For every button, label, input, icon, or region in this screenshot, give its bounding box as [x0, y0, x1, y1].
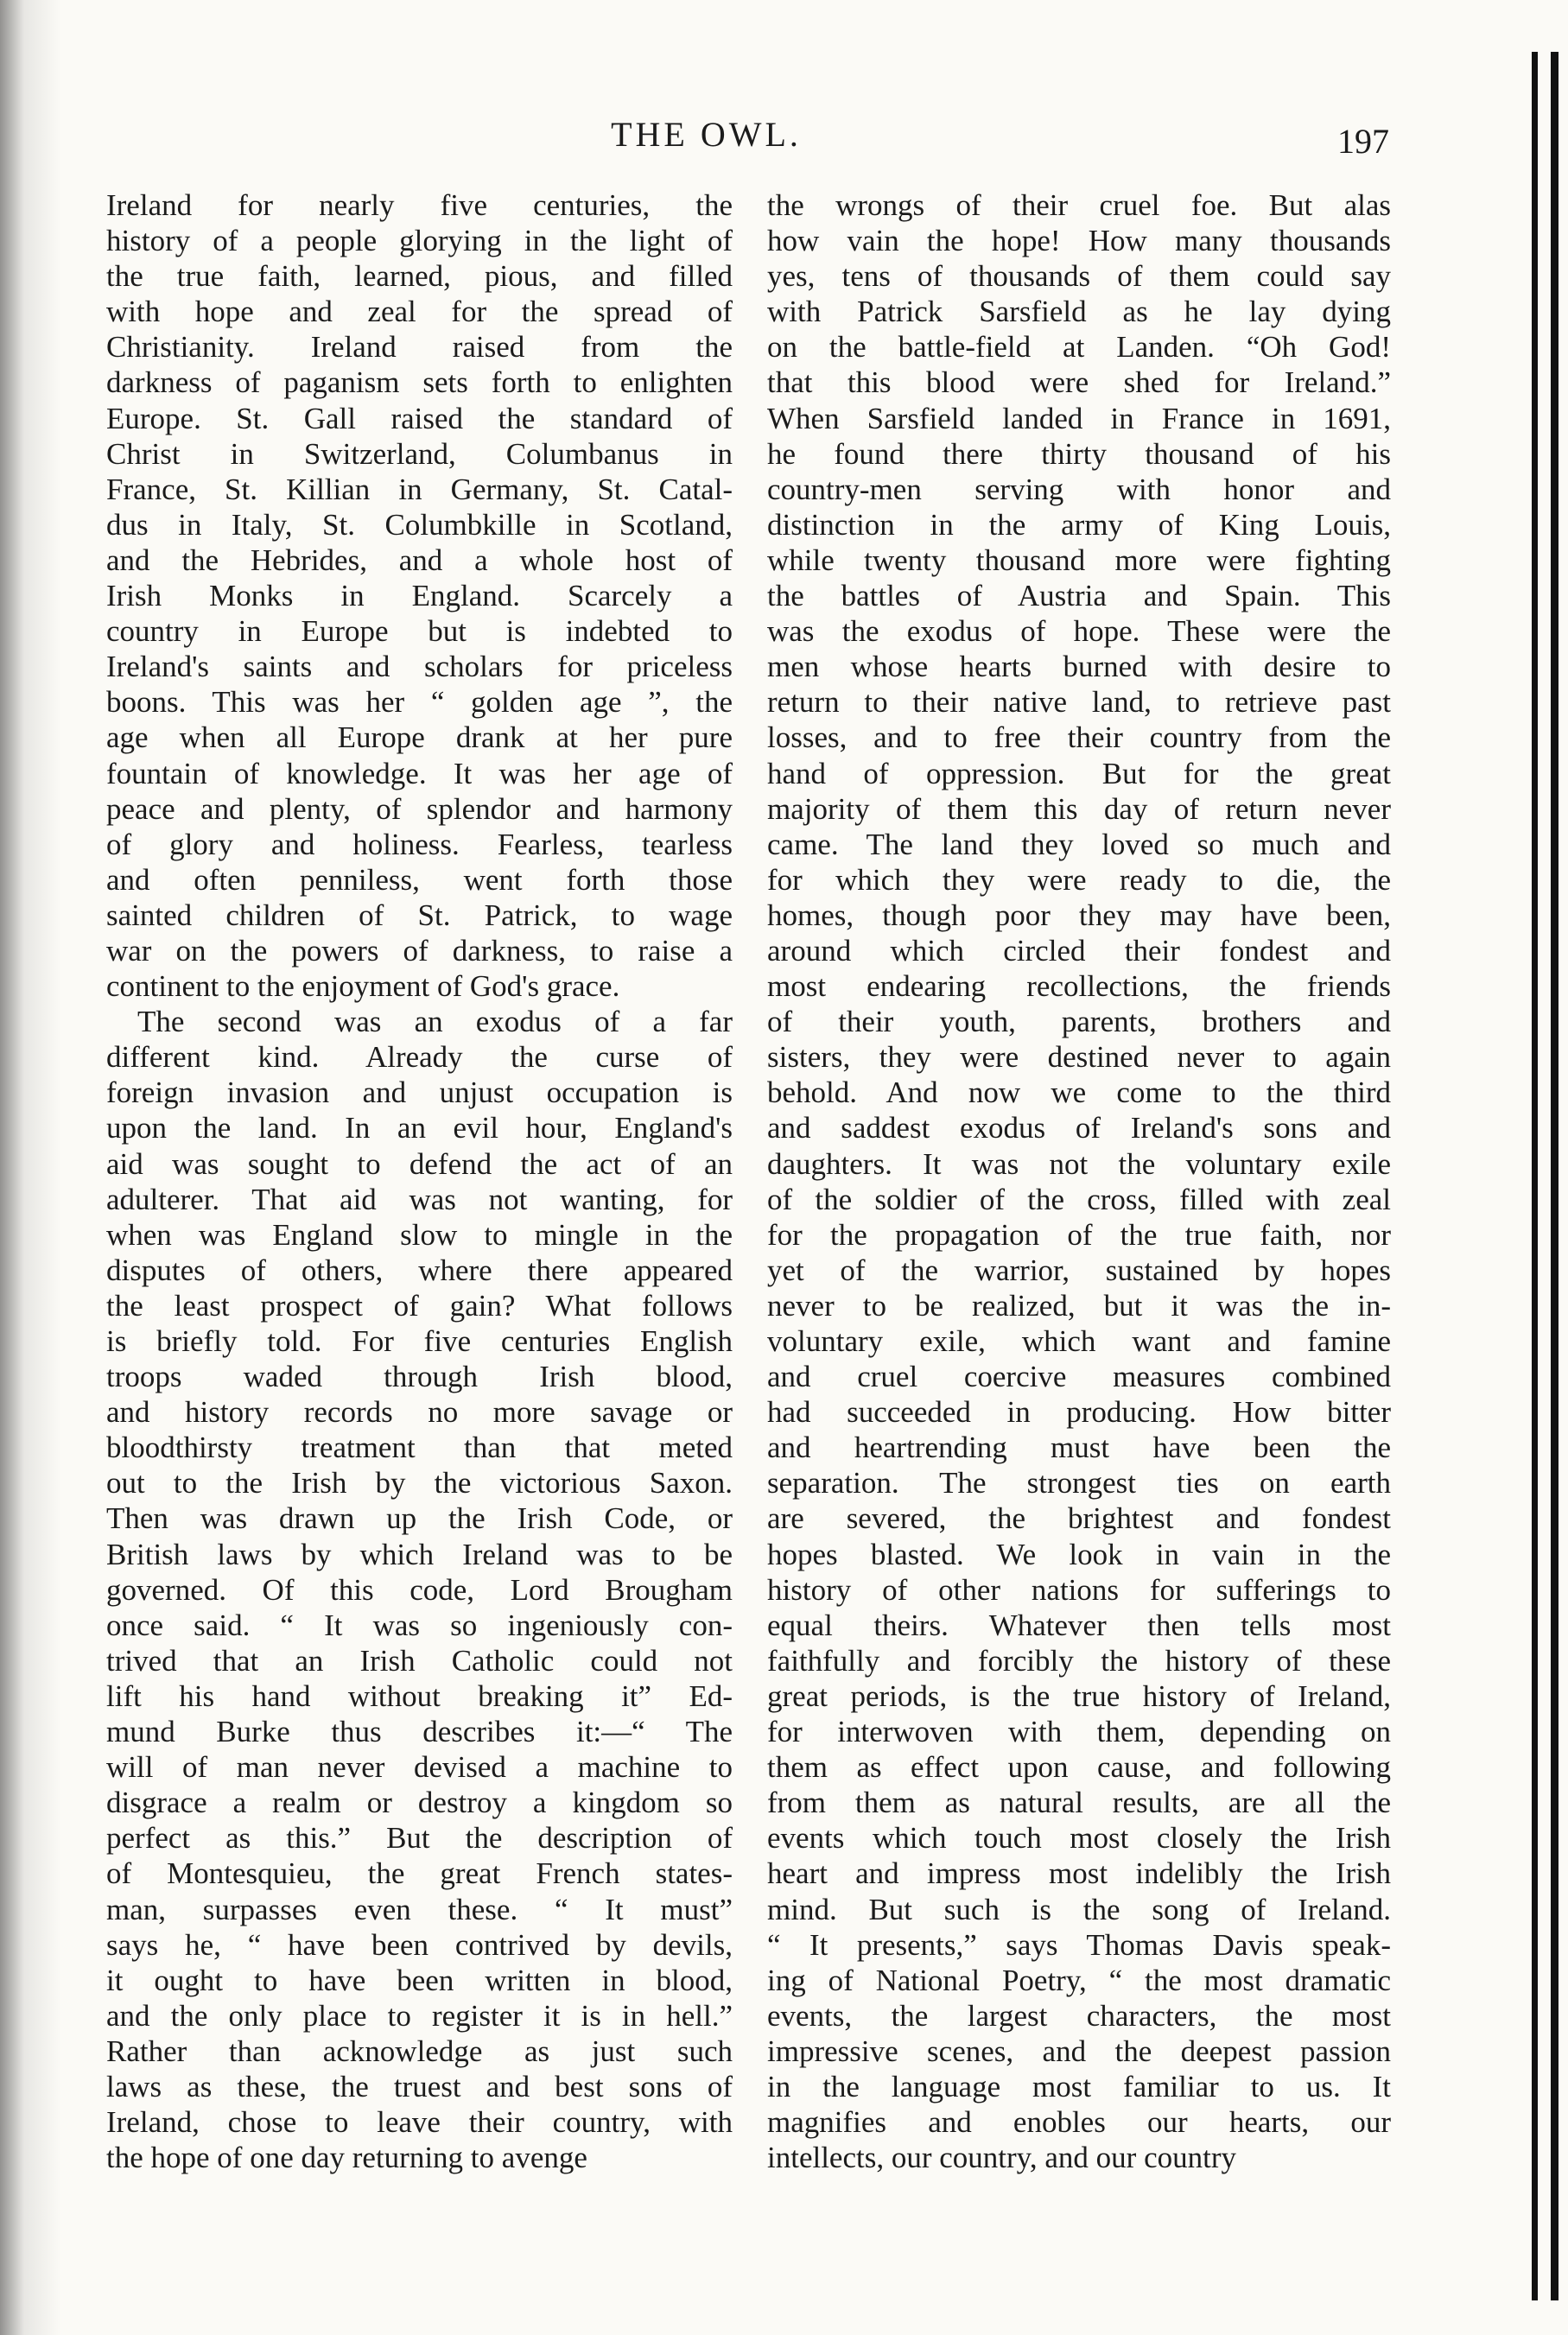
text-line: country in Europe but is indebted to [106, 614, 733, 649]
text-line: dus in Italy, St. Columbkille in Scotland, [106, 507, 733, 542]
text-line: came. The land they loved so much and [767, 827, 1391, 861]
text-line: of Montesquieu, the great French states- [106, 1856, 733, 1891]
text-line: daughters. It was not the voluntary exile [767, 1146, 1391, 1181]
text-line: and the only place to register it is in hell.” [106, 1998, 733, 2033]
text-line: he found there thirty thousand of his [767, 436, 1391, 471]
text-line: how vain the hope! How many thousands [767, 224, 1391, 258]
text-line: mind. But such is the song of Ireland. [767, 1892, 1391, 1926]
text-line: Ireland, chose to leave their country, with [106, 2105, 733, 2140]
text-line: when was England slow to mingle in the [106, 1217, 733, 1252]
text-line: on the battle-field at Landen. “Oh God! [767, 330, 1391, 365]
text-line: intellects, our country, and our country [767, 2141, 1236, 2175]
binding-edge-rule [1532, 52, 1538, 2300]
text-line: darkness of paganism sets forth to enlighten [106, 365, 733, 400]
text-line: and history records no more savage or [106, 1395, 733, 1430]
text-line: peace and plenty, of splendor and harmony [106, 791, 733, 826]
text-line: the battles of Austria and Spain. This [767, 579, 1391, 613]
right-text-column [767, 187, 1391, 2175]
text-line: sisters, they were destined never to again [767, 1040, 1391, 1075]
text-line: adulterer. That aid was not wanting, for [106, 1182, 733, 1216]
text-line: mund Burke thus describes it:—“ The [106, 1715, 733, 1749]
text-line: history of other nations for sufferings to [767, 1572, 1391, 1607]
text-line: for which they were ready to die, the [767, 862, 1391, 897]
text-line: of the soldier of the cross, filled with zeal [767, 1182, 1391, 1216]
text-line: man, surpasses even these. “ It must” [106, 1892, 733, 1926]
scanned-page-edge-shadow [0, 0, 60, 2335]
text-line: disgrace a realm or destroy a kingdom so [106, 1786, 733, 1820]
text-line: for interwoven with them, depending on [767, 1715, 1391, 1749]
text-line: men whose hearts burned with desire to [767, 650, 1391, 684]
text-line: homes, though poor they may have been, [767, 898, 1391, 932]
text-line: events, the largest characters, the most [767, 1998, 1391, 2033]
text-line: of glory and holiness. Fearless, tearless [106, 827, 733, 861]
text-line: while twenty thousand more were fighting [767, 543, 1391, 577]
text-line: voluntary exile, which want and famine [767, 1324, 1391, 1358]
text-line: faithfully and forcibly the history of these [767, 1643, 1391, 1678]
text-line: in the language most familiar to us. It [767, 2069, 1391, 2103]
text-line: hand of oppression. But for the great [767, 756, 1391, 790]
text-line: majority of them this day of return never [767, 791, 1391, 826]
text-line: war on the powers of darkness, to raise a [106, 933, 733, 968]
text-line: the wrongs of their cruel foe. But alas [767, 188, 1391, 222]
text-line: heart and impress most indelibly the Irish [767, 1856, 1391, 1891]
text-line: aid was sought to defend the act of an [106, 1146, 733, 1181]
text-line: different kind. Already the curse of [106, 1040, 733, 1075]
text-line: distinction in the army of King Louis, [767, 507, 1391, 542]
text-line: with hope and zeal for the spread of [106, 295, 733, 329]
text-line: trived that an Irish Catholic could not [106, 1643, 733, 1678]
text-line: of their youth, parents, brothers and [767, 1005, 1391, 1039]
text-line: upon the land. In an evil hour, England's [106, 1111, 733, 1145]
text-line: sainted children of St. Patrick, to wage [106, 898, 733, 932]
text-line: most endearing recollections, the friends [767, 969, 1391, 1004]
text-line: from them as natural results, are all the [767, 1786, 1391, 1820]
text-line: had succeeded in producing. How bitter [767, 1395, 1391, 1430]
text-line: yes, tens of thousands of them could say [767, 259, 1391, 294]
text-line: When Sarsfield landed in France in 1691, [767, 401, 1391, 435]
text-line: disputes of others, where there appeared [106, 1253, 733, 1287]
text-line: losses, and to free their country from the [767, 720, 1391, 755]
text-line: Then was drawn up the Irish Code, or [106, 1501, 733, 1536]
text-line: Christianity. Ireland raised from the [106, 330, 733, 365]
text-line: that this blood were shed for Ireland.” [767, 365, 1391, 400]
text-line: behold. And now we come to the third [767, 1075, 1391, 1110]
text-line: France, St. Killian in Germany, St. Catal- [106, 472, 733, 506]
text-line: it ought to have been written in blood, [106, 1963, 733, 1997]
text-line: bloodthirsty treatment than that meted [106, 1431, 733, 1465]
text-line: once said. “ It was so ingeniously con- [106, 1608, 733, 1642]
text-line: British laws by which Ireland was to be [106, 1537, 733, 1571]
page-number: 197 [1337, 122, 1389, 161]
text-line: age when all Europe drank at her pure [106, 720, 733, 755]
text-line: was the exodus of hope. These were the [767, 614, 1391, 649]
text-line: yet of the warrior, sustained by hopes [767, 1253, 1391, 1287]
text-line: return to their native land, to retrieve past [767, 685, 1391, 720]
text-line: the true faith, learned, pious, and filled [106, 259, 733, 294]
text-line: history of a people glorying in the light of [106, 224, 733, 258]
text-line: are severed, the brightest and fondest [767, 1501, 1391, 1536]
text-line: fountain of knowledge. It was her age of [106, 756, 733, 790]
text-line: laws as these, the truest and best sons of [106, 2069, 733, 2103]
text-line: says he, “ have been contrived by devils, [106, 1927, 733, 1962]
text-line: out to the Irish by the victorious Saxon. [106, 1466, 733, 1501]
text-line: Irish Monks in England. Scarcely a [106, 579, 733, 613]
text-line: Ireland for nearly five centuries, the [106, 188, 733, 222]
text-line: Rather than acknowledge as just such [106, 2034, 733, 2068]
text-line: never to be realized, but it was the in- [767, 1288, 1391, 1323]
text-line: for the propagation of the true faith, nor [767, 1217, 1391, 1252]
binding-edge-rule-outer [1551, 52, 1558, 2300]
text-line: hopes blasted. We look in vain in the [767, 1537, 1391, 1571]
text-line: magnifies and enobles our hearts, our [767, 2105, 1391, 2140]
running-header-title: THE OWL. [611, 115, 802, 154]
text-line: them as effect upon cause, and following [767, 1750, 1391, 1785]
text-line: Christ in Switzerland, Columbanus in [106, 436, 733, 471]
text-line: is briefly told. For five centuries English [106, 1324, 733, 1358]
text-line: governed. Of this code, Lord Brougham [106, 1572, 733, 1607]
text-line: lift his hand without breaking it” Ed- [106, 1678, 733, 1713]
text-line: around which circled their fondest and [767, 933, 1391, 968]
text-line: separation. The strongest ties on earth [767, 1466, 1391, 1501]
text-line: perfect as this.” But the description of [106, 1821, 733, 1856]
text-line: and heartrending must have been the [767, 1431, 1391, 1465]
text-line: with Patrick Sarsfield as he lay dying [767, 295, 1391, 329]
text-line: impressive scenes, and the deepest passion [767, 2034, 1391, 2068]
text-line: foreign invasion and unjust occupation is [106, 1075, 733, 1110]
text-line: will of man never devised a machine to [106, 1750, 733, 1785]
text-line: “ It presents,” says Thomas Davis speak- [767, 1927, 1391, 1962]
text-line: events which touch most closely the Irish [767, 1821, 1391, 1856]
text-line: boons. This was her “ golden age ”, the [106, 685, 733, 720]
left-text-column [106, 187, 733, 2175]
text-line: country-men serving with honor and [767, 472, 1391, 506]
text-line: The second was an exodus of a far [137, 1005, 733, 1039]
text-line: and the Hebrides, and a whole host of [106, 543, 733, 577]
text-line: the least prospect of gain? What follows [106, 1288, 733, 1323]
text-line: Europe. St. Gall raised the standard of [106, 401, 733, 435]
text-line: equal theirs. Whatever then tells most [767, 1608, 1391, 1642]
text-line: troops waded through Irish blood, [106, 1360, 733, 1394]
text-line: and cruel coercive measures combined [767, 1360, 1391, 1394]
text-line: the hope of one day returning to avenge [106, 2141, 587, 2175]
text-line: continent to the enjoyment of God's grace. [106, 969, 620, 1004]
text-line: and saddest exodus of Ireland's sons and [767, 1111, 1391, 1145]
text-line: great periods, is the true history of Ireland, [767, 1678, 1391, 1713]
text-line: Ireland's saints and scholars for priceless [106, 650, 733, 684]
text-line: ing of National Poetry, “ the most dramatic [767, 1963, 1391, 1997]
text-line: and often penniless, went forth those [106, 862, 733, 897]
